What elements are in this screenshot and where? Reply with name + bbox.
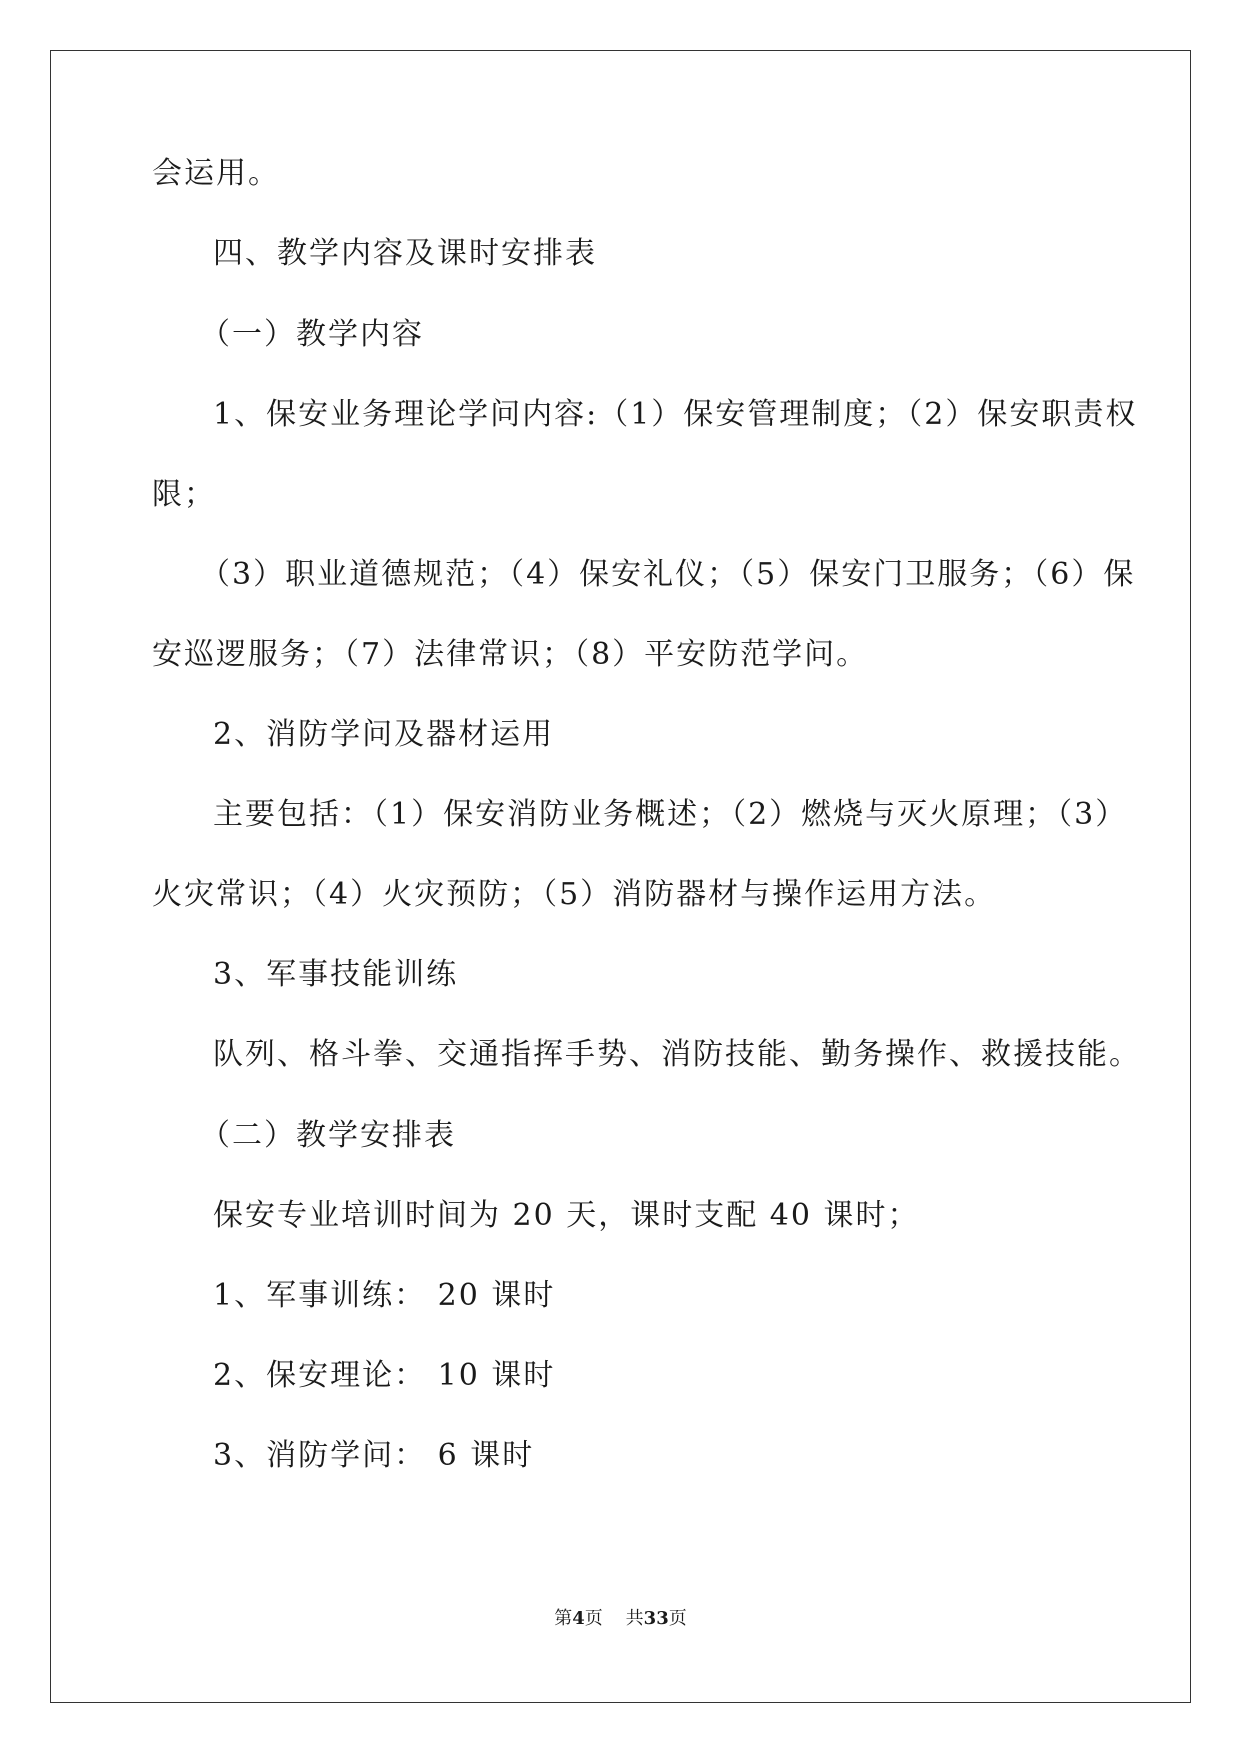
- page-footer: [0, 1608, 1241, 1630]
- footer-total-pages: 33: [643, 1608, 669, 1629]
- text-line-4: 1、保安业务理论学问内容:（1）保安管理制度；（2）保安职责权: [213, 397, 1138, 432]
- text-line-6: （3）职业道德规范；（4）保安礼仪；（5）保安门卫服务；（6）保: [200, 557, 1136, 592]
- text-line-9: 主要包括：（1）保安消防业务概述；（2）燃烧与灭火原理；（3）: [213, 797, 1128, 832]
- footer-suffix: 页: [668, 1608, 687, 1629]
- subsection-heading-1: （一）教学内容: [200, 317, 424, 352]
- footer-prefix: 第: [554, 1608, 573, 1629]
- section-heading: 四、教学内容及课时安排表: [213, 236, 597, 271]
- text-line-14: 保安专业培训时间为 20 天，课时支配 40 课时；: [213, 1198, 920, 1233]
- footer-middle: 页 共: [584, 1608, 644, 1629]
- text-line-12: 队列、格斗拳、交通指挥手势、消防技能、勤务操作、救援技能。: [213, 1037, 1141, 1072]
- text-line-16: 2、保安理论： 10 课时: [213, 1358, 556, 1393]
- text-line-8: 2、消防学问及器材运用: [213, 717, 555, 752]
- footer-page-number: 4: [572, 1608, 585, 1629]
- text-line-11: 3、军事技能训练: [213, 957, 459, 992]
- text-line-7: 安巡逻服务；（7）法律常识；（8）平安防范学问。: [152, 637, 869, 672]
- subsection-heading-2: （二）教学安排表: [200, 1118, 456, 1153]
- text-line-17: 3、消防学问： 6 课时: [213, 1438, 535, 1473]
- text-line-5: 限；: [152, 477, 216, 512]
- text-line-15: 1、军事训练： 20 课时: [213, 1278, 556, 1313]
- text-line-1: 会运用。: [152, 156, 280, 191]
- text-line-10: 火灾常识；（4）火灾预防；（5）消防器材与操作运用方法。: [152, 877, 997, 912]
